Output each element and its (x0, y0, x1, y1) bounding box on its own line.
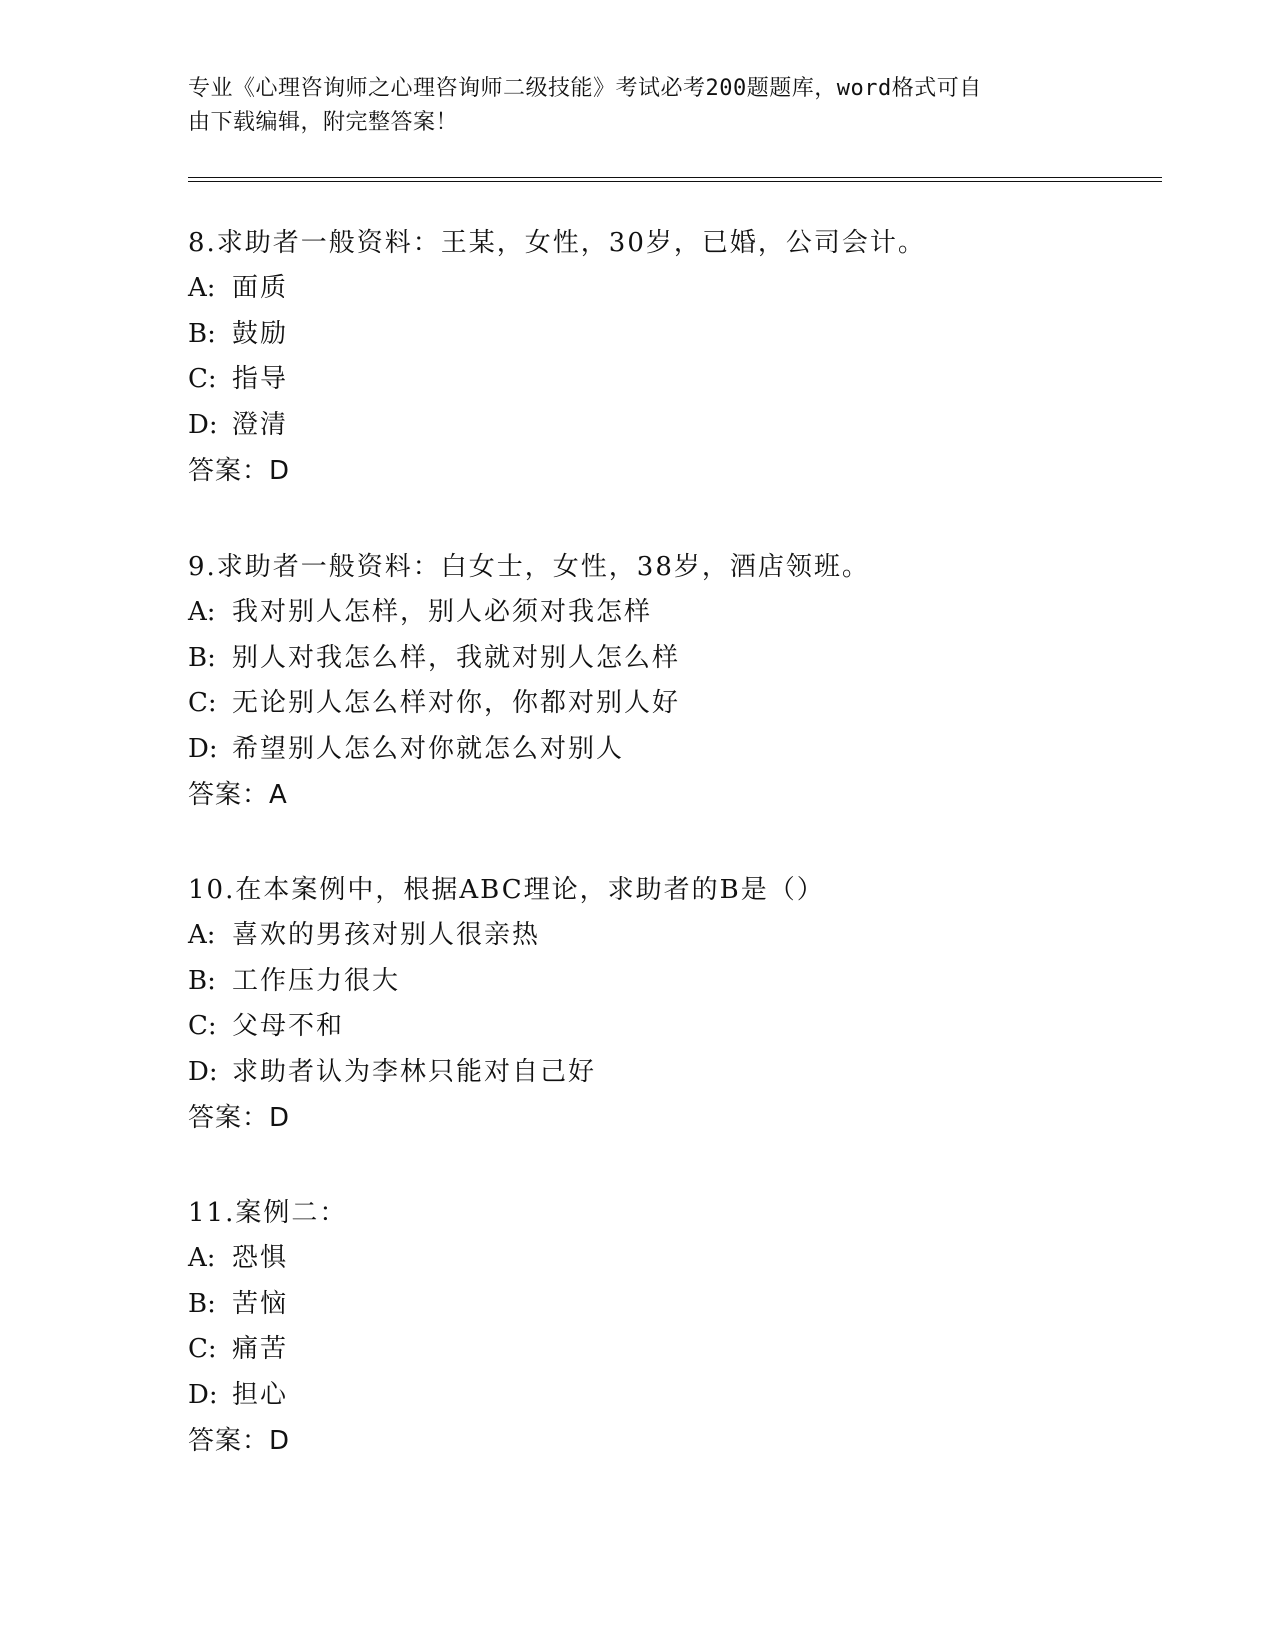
option-text: 我对别人怎样，别人必须对我怎样 (232, 597, 653, 627)
option-a (188, 1236, 1168, 1282)
option-c (188, 681, 1168, 727)
option-b (188, 312, 1168, 358)
question-title: 10.在本案例中，根据ABC理论，求助者的B是（） (188, 875, 825, 905)
question-title: 11.案例二： (188, 1198, 348, 1228)
option-c (188, 357, 1168, 403)
option-a (188, 590, 1168, 636)
option-text: 澄清 (232, 409, 289, 440)
option-key: D: (188, 1056, 218, 1087)
answer-line: 答案：D (188, 456, 291, 486)
option-key: A: (188, 273, 216, 303)
header-divider (188, 177, 1162, 182)
question-title: 8.求助者一般资料：王某，女性，30岁，已婚，公司会计。 (188, 228, 926, 258)
option-key: C: (188, 688, 217, 718)
option-key: D: (188, 409, 218, 440)
option-key: D: (188, 1379, 218, 1410)
answer-line: 答案：D (188, 1103, 291, 1133)
question-title: 9.求助者一般资料：白女士，女性，38岁，酒店领班。 (188, 552, 870, 582)
option-key: C: (188, 1011, 217, 1041)
option-d (188, 1373, 1168, 1419)
option-key: C: (188, 1334, 217, 1364)
option-text: 面质 (232, 273, 289, 303)
header-line-2: 由下载编辑，附完整答案！ (188, 110, 459, 135)
option-d (188, 727, 1168, 773)
option-text: 别人对我怎么样，我就对别人怎么样 (232, 642, 681, 673)
option-b (188, 959, 1168, 1005)
question-9 (188, 544, 1168, 818)
option-b (188, 1282, 1168, 1328)
option-key: B: (188, 965, 216, 996)
option-text: 喜欢的男孩对别人很亲热 (232, 920, 541, 950)
option-a (188, 266, 1168, 312)
option-key: B: (188, 642, 216, 673)
option-d (188, 1050, 1168, 1096)
option-text: 父母不和 (232, 1011, 345, 1041)
option-c (188, 1004, 1168, 1050)
question-8 (188, 220, 1168, 494)
option-key: A: (188, 597, 216, 627)
option-text: 痛苦 (232, 1334, 289, 1364)
option-a (188, 913, 1168, 959)
option-c (188, 1327, 1168, 1373)
option-text: 希望别人怎么对你就怎么对别人 (232, 733, 625, 764)
option-text: 担心 (232, 1379, 289, 1410)
option-text: 恐惧 (232, 1243, 289, 1273)
option-text: 指导 (232, 364, 289, 394)
document-header (188, 72, 1068, 140)
option-text: 求助者认为李林只能对自己好 (232, 1056, 597, 1087)
option-d (188, 403, 1168, 449)
option-key: D: (188, 733, 218, 764)
option-text: 工作压力很大 (232, 965, 401, 996)
answer-line: 答案：A (188, 780, 288, 810)
option-key: A: (188, 1243, 216, 1273)
option-b (188, 636, 1168, 682)
answer-line: 答案：D (188, 1426, 291, 1456)
option-text: 无论别人怎么样对你，你都对别人好 (232, 688, 681, 718)
question-11 (188, 1190, 1168, 1464)
option-text: 苦恼 (232, 1288, 289, 1319)
option-key: A: (188, 920, 216, 950)
header-line-1: 专业《心理咨询师之心理咨询师二级技能》考试必考200题题库，word格式可自 (188, 76, 982, 101)
option-text: 鼓励 (232, 318, 289, 349)
option-key: B: (188, 1288, 216, 1319)
option-key: C: (188, 364, 217, 394)
option-key: B: (188, 318, 216, 349)
question-10 (188, 867, 1168, 1141)
